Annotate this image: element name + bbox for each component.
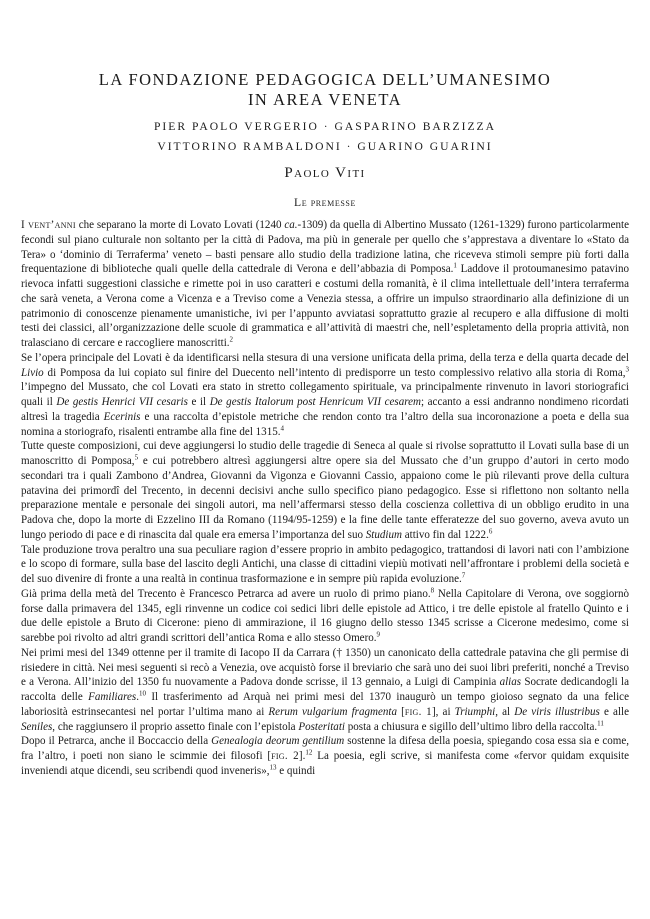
footnote-ref: 7 (461, 571, 466, 580)
footnote-ref: 2 (229, 335, 234, 344)
chapter-title-line: IN AREA VENETA (247, 90, 403, 109)
italic-text: Studium (365, 528, 402, 541)
section-heading: Le premesse (294, 196, 356, 209)
text-run: -1309) da quella di Albertino Mussato (1261-1329) furono particolarmente fecondi sul piano culturale non soltanto per la città di Padova, ma più in generale per quello che s’apprestava a diventare lo «Stato da Tera» o ‘dominio di Terraferma’ veneto – basti pensare allo studio della tradizione latina, che riceveva stimoli sempre più forti dalla frequentazione di biblioteche quali quelle della cattedrale di Verona e dell’abbazia di Pomposa. (21, 219, 629, 276)
text-run: ; accanto a essi andranno nondimeno ricordati altresì la tragedia (21, 396, 629, 423)
text-run: che separano la morte di Lovato Lovati (1240 (75, 219, 285, 231)
chapter-title-line: LA FONDAZIONE PEDAGOGICA DELL’UMANESIMO (98, 70, 552, 89)
paragraph (21, 543, 629, 587)
text-run: e il (187, 396, 210, 408)
paragraph (21, 218, 629, 351)
italic-text: Posteritati (298, 720, 345, 733)
italic-text: Ecerinis (103, 410, 141, 423)
paragraph (21, 439, 629, 542)
text-run: attivo fin dal 1222. (402, 528, 489, 541)
small-caps-text: fig. 2 (271, 750, 299, 762)
footnote-ref: 10 (138, 689, 146, 698)
footnote-ref: 4 (280, 423, 285, 432)
small-caps-text: fig. 1 (404, 705, 432, 718)
italic-text: De gestis Italorum post Henricum VII cesarem (209, 396, 421, 408)
small-caps-text: I vent’anni (21, 219, 76, 231)
italic-text: Livio (21, 366, 44, 379)
subject-authors (21, 117, 629, 157)
italic-text: alias (499, 676, 522, 689)
text-run: e quindi (276, 764, 316, 777)
paragraph (21, 587, 629, 646)
italic-text: Seniles (21, 720, 53, 733)
italic-text: ca. (284, 219, 298, 231)
italic-text: Rerum vulgarium fragmenta (268, 705, 397, 718)
footnote-ref: 3 (625, 364, 629, 373)
text-run: ]. (298, 750, 306, 762)
text-run: e cui potrebbero altresì aggiungersi altre opere sia del Mussato che d’un gruppo d’autori in certo modo secondari tra i quali Zambono d’Andrea, Giovanni da Vigonza e Giovanni Cassio, appaiono come le più rilevanti prove della cultura patavina dei primordî del Trecento, in decenni decisivi anche sullo specifico piano pedagogico. Esse si riflettono non soltanto nella preparazione mentale e personale dei singoli autori, ma nell’affermarsi stesso della coscienza collettiva di un obbligo erudito in una Padova che, dopo la morte di Ezzelino III da Romano (1194/95-1259) e la fine delle tante efferatezze del suo governo, aveva avuto un lungo periodo di pace e di rinascita dal quale era emersa l’importanza del suo (21, 455, 629, 541)
italic-text: De gestis Henrici VII cesaris (56, 396, 188, 408)
paragraph (21, 351, 629, 440)
paragraph (21, 734, 629, 778)
text-run: Se l’opera principale del Lovati è da identificarsi nella stesura di una versione unificata della prima, della terza e della quarta decade del (21, 351, 629, 364)
footnote-ref: 11 (597, 718, 604, 727)
footnote-ref: 9 (376, 630, 381, 639)
chapter-title (21, 70, 629, 110)
paragraph (21, 646, 629, 735)
footnote-ref: 13 (269, 763, 277, 772)
text-run: Tutte queste composizioni, cui deve aggiungersi lo studio delle tragedie di Seneca al quale si rivolse soprattutto il Lovati sulla base di un manoscritto di Pomposa, (21, 440, 629, 467)
text-run: ], ai (431, 705, 455, 718)
italic-text: Genealogia deorum gentilium (211, 735, 345, 748)
text-run: e una raccolta d’epistole metriche che rendon conto tra l’altro della sua incoronazione a poeta e della sua nomina a storiografo, risalenti entrambe alla fine del 1315. (21, 410, 629, 438)
text-run: La poesia, egli scrive, si manifesta come «fervor quidam exquisite inveniendi atque dicendi, seu scribendi quod inveneris», (21, 750, 629, 777)
text-run: . (136, 691, 139, 703)
footnote-ref: 5 (134, 453, 139, 462)
footnote-ref: 6 (488, 527, 493, 536)
text-run: di Pomposa da lui copiato sul finire del Duecento nell’intento di predisporre un testo complessivo relativo alla storia di Roma, (43, 366, 626, 379)
text-run: Laddove il protoumanesimo patavino rievoca infatti suggestioni classiche e rimette poi in uso caratteri e costumi della romanità, è il clima intellettuale dell’intera terraferma che sarà veneta, a Verona come a Vicenza e a Treviso come a Venezia stessa, a offrire un impulso straordinario alla definizione di un patrimonio di conoscenze pienamente umanistiche, ivi per l’appunto avviatasi soprattutto grazie al recupero e alla diffusione di molti testi dei classici, all’organizzazione delle scuole di grammatica e all’attività di maestri che, nell’espletamento della propria attività, non tralasciano di cercare e raccogliere manoscritti. (21, 263, 629, 349)
subject-authors-line: PIER PAOLO VERGERIO · GASPARINO BARZIZZA (153, 120, 497, 133)
text-run: posta a chiusura e sigillo dell’ultimo libro della raccolta. (344, 720, 598, 733)
body-text (21, 218, 629, 779)
text-run: , che raggiunsero il proprio assetto finale con l’epistola (52, 720, 299, 733)
italic-text: Triumphi (454, 705, 496, 718)
footnote-ref: 8 (430, 586, 435, 595)
text-run: e alle (599, 705, 629, 718)
text-run: Tale produzione trova peraltro una sua peculiare ragion d’essere proprio in ambito pedagogico, trattandosi di lavori nati con l’ambizione e lo scopo di formare, sulla base del lascito degli Antichi, una classe di cittadini viepiù motivati nell’affrontare i problemi della società e del suo divenire di fronte a una realtà in continua trasformazione e in sempre più rapida evoluzione. (21, 543, 629, 585)
text-run: Nei primi mesi del 1349 ottenne per il tramite di Iacopo II da Carrara († 1350) un canonicato della cattedrale patavina che gli permise di risiedere in città. Nei mesi seguenti si recò a Venezia, ove acquistò forse il breviario che sarà uno dei suoi libri preferiti, nonché a Treviso e a Verona. All’inizio del 1350 fu nuovamente a Padova donde scrisse, il 13 gennaio, a Luigi di Campinia (21, 646, 629, 689)
text-run: , al (495, 705, 515, 718)
author-byline: Paolo Viti (284, 165, 366, 181)
italic-text: De viris illustribus (514, 705, 600, 718)
text-run: l’impegno del Mussato, che col Lovati era stato in stretto collegamento spirituale, va principalmente rinvenuto in lavori storiografici quali il (21, 381, 629, 408)
text-run: Dopo il Petrarca, anche il Boccaccio della (21, 735, 212, 748)
text-run: [ (397, 705, 405, 718)
footnote-ref: 12 (305, 748, 313, 757)
text-run: Già prima della metà del Trecento è Francesco Petrarca ad avere un ruolo di primo piano. (21, 587, 431, 600)
subject-authors-line: VITTORINO RAMBALDONI · GUARINO GUARINI (157, 140, 493, 153)
text-run: Socrate dedicandogli la raccolta delle (21, 676, 629, 703)
italic-text: Familiares (88, 691, 137, 703)
text-run: Il trasferimento ad Arquà nei primi mesi del 1370 inaugurò un tempo gioioso segnato da una felice laboriosità estrinsecantesi nel portar l’ultima mano ai (21, 691, 629, 718)
text-run: Nella Capitolare di Verona, ove soggiornò forse dalla primavera del 1345, egli rinvenne un codice coi sedici libri delle epistole ad Attico, i tre delle epistole al fratello Quinto e i due delle epistole a Bruto di Cicerone: pieno di ammirazione, il 16 giugno dello stesso 1345 scrisse a Cicerone medesimo, come si sarebbe poi rivolto ad altri grandi scrittori dell’antica Roma e allo stesso Omero. (21, 587, 629, 644)
text-run: sostenne la difesa della poesia, spiegando cosa essa sia e come, fra l’altro, i poeti non siano le scimmie dei filosofi [ (21, 735, 630, 762)
footnote-ref: 1 (453, 261, 457, 270)
